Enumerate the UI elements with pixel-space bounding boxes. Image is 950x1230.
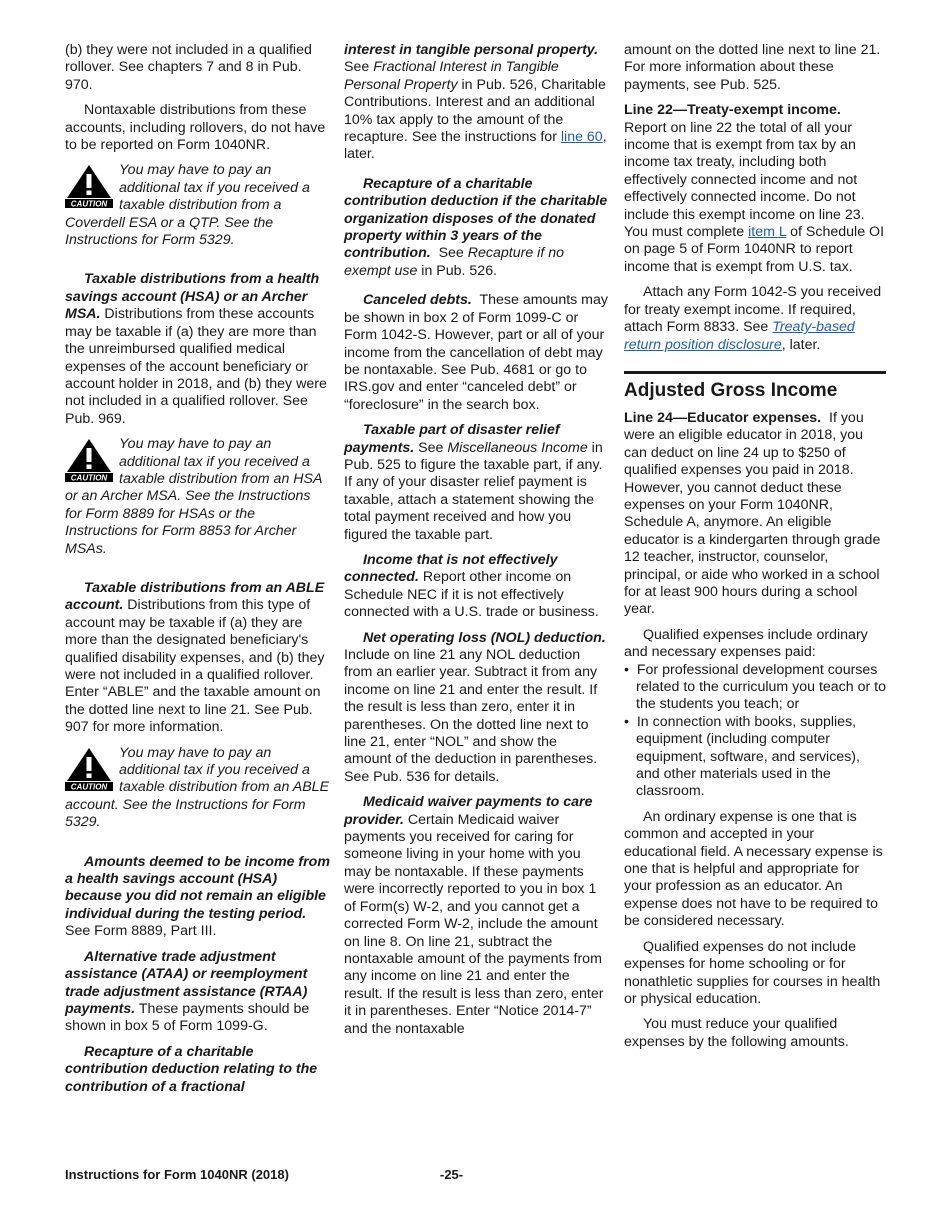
run-in-heading: Line 24—Educator expenses. bbox=[624, 409, 822, 426]
caution-label: CAUTION bbox=[70, 199, 108, 209]
run-in-heading: Taxable distributions from a health savings account (HSA) or an Archer MSA. bbox=[65, 271, 320, 323]
bullet-icon: • bbox=[624, 713, 637, 730]
paragraph: interest in tangible personal property. See Fractional Interest in Tangible Personal Property in Pub. 526, Charitable Contributions. Interest and an additional 10% tax apply to the amount of the recapture. See the instructions for line 60, later. bbox=[344, 42, 607, 163]
section-heading: Adjusted Gross Income bbox=[624, 371, 886, 402]
column-1 bbox=[65, 42, 330, 1104]
run-in-heading: Income that is not effectively connected. bbox=[344, 551, 558, 586]
run-in-heading: Net operating loss (NOL) deduction. bbox=[363, 629, 606, 646]
paragraph: Net operating loss (NOL) deduction. Include on line 21 any NOL deduction from an earlier year. Subtract it from any income on line 21 and enter the result. If the result is less than zero, enter it in parentheses. On the dotted line next to line 21, enter “NOL” and show the amount of the deduction in parentheses. See Pub. 536 for details. bbox=[344, 629, 606, 785]
paragraph: Nontaxable distributions from these accounts, including rollovers, do not have to be reported on Form 1040NR. bbox=[65, 102, 326, 154]
run-in-heading: Recapture of a charitable contribution deduction if the charitable organization disposes of the donated property within 3 years of the contribution. bbox=[344, 175, 608, 262]
paragraph: Attach any Form 1042-S you received for treaty exempt income. If required, attach Form 8833. See Treaty-based return position disclosure, later. bbox=[624, 284, 882, 353]
bullet-icon: • bbox=[624, 661, 637, 678]
caution-note bbox=[65, 436, 330, 558]
paragraph: Canceled debts. These amounts may be shown in box 2 of Form 1099-C or Form 1042-S. However, part or all of your income from the cancellation of debt may be nontaxable. See Pub. 4681 or go to IRS.gov and enter “canceled debt” or “foreclosure” in the search box. bbox=[344, 292, 608, 413]
caution-text: You may have to pay an additional tax if you received a taxable distribution from an HSA or an Archer MSA. See the Instructions for Form 8889 for HSAs or the Instructions for Form 8853 for Archer MSAs. bbox=[65, 436, 322, 557]
run-in-heading: Alternative trade adjustment assistance (ATAA) or reemployment trade adjustment assistance (RTAA) payments. bbox=[65, 948, 308, 1017]
list-item: • For professional development courses related to the curriculum you teach or to the students you teach; or bbox=[624, 661, 886, 713]
paragraph: amount on the dotted line next to line 21. For more information about these payments, see Pub. 525. bbox=[624, 42, 881, 93]
caution-icon bbox=[65, 164, 113, 208]
paragraph: Taxable distributions from a health savings account (HSA) or an Archer MSA. Distributions from these accounts may be taxable if (a) they are more than the unreimbursed qualified medical expenses of the account beneficiary or account holder in 2018, and (b) they were not included in a qualified rollover. See Pub. 969. bbox=[65, 271, 327, 427]
paragraph: Medicaid waiver payments to care provider. Certain Medicaid waiver payments you received for caring for someone living in your home with you may be nontaxable. If these payments were incorrectly reported to you in box 1 of Form(s) W-2, and you cannot get a corrected Form W-2, include the amount on line 8. On line 21, subtract the nontaxable amount of the payments from any income on line 21 and enter the result. If the result is less than zero, enter it in parentheses. Enter “Notice 2014-7” and the nontaxable bbox=[344, 794, 604, 1037]
run-in-heading: Amounts deemed to be income from a health savings account (HSA) because you did not remain an eligible individual during the testing period. bbox=[65, 853, 330, 922]
paragraph bbox=[65, 1044, 330, 1096]
caution-note bbox=[65, 745, 330, 832]
page-number: -25- bbox=[440, 1167, 464, 1182]
paragraph: You must reduce your qualified expenses by the following amounts. bbox=[624, 1016, 849, 1050]
paragraph: Qualified expenses include ordinary and necessary expenses paid: bbox=[624, 626, 868, 661]
run-in-heading: Medicaid waiver payments to care provider. bbox=[344, 794, 593, 828]
caution-text: You may have to pay an additional tax if you received a taxable distribution from an ABLE account. See the Instructions for Form 5329. bbox=[65, 744, 330, 831]
caution-label: CAUTION bbox=[70, 782, 108, 791]
caution-text: You may have to pay an additional tax if you received a taxable distribution from a Coverdell ESA or a QTP. See the Instructions for Form 5329. bbox=[65, 162, 310, 249]
treaty-disclosure-link[interactable]: Treaty-based return position disclosure bbox=[624, 319, 855, 353]
paragraph: Amounts deemed to be income from a health savings account (HSA) because you did not remain an eligible individual during the testing period. See Form 8889, Part III. bbox=[65, 853, 330, 940]
caution-icon bbox=[65, 747, 113, 791]
caution-label: CAUTION bbox=[70, 473, 108, 483]
column-3 bbox=[624, 42, 886, 1059]
run-in-heading: Line 22—Treaty-exempt income. bbox=[624, 102, 841, 119]
paragraph: Line 22—Treaty-exempt income. Report on line 22 the total of all your income that is exempt from tax by an income tax treaty, including both effectively connected income and not effectively connected income. Do not include this exempt income on line 23. You must complete item L of Schedule OI on page 5 of Form 1040NR to report income that is exempt from U.S. tax. bbox=[624, 102, 885, 275]
column-2 bbox=[344, 42, 608, 1046]
paragraph: Taxable distributions from an ABLE account. Distributions from this type of account may be taxable if (a) they are more than the designated beneficiary's qualified disability expenses, and (b) they were not included in a qualified rollover. Enter “ABLE” and the taxable amount on the dotted line next to line 21. See Pub. 907 for more information. bbox=[65, 579, 325, 736]
line-60-link[interactable]: line 60 bbox=[560, 129, 603, 146]
run-in-heading: Canceled debts. bbox=[363, 292, 472, 309]
paragraph: Taxable part of disaster relief payments. See Miscellaneous Income in Pub. 525 to figure the taxable part, if any. If any of your disaster relief payment is taxable, attach a statement showing the total payment received and how you figured the taxable part. bbox=[344, 422, 603, 543]
caution-icon bbox=[65, 438, 113, 482]
paragraph: Line 24—Educator expenses. If you were an eligible educator in 2018, you can deduct on line 24 up to $250 of qualified expenses you paid in 2018. However, you cannot deduct these expenses on your Form 1040NR, Schedule A, anymore. An eligible educator is a kindergarten through grade 12 teacher, instructor, counselor, principal, or aide who worked in a school for at least 900 hours during a school year. bbox=[624, 409, 881, 618]
caution-note bbox=[65, 162, 330, 249]
paragraph: (b) they were not included in a qualified rollover. See chapters 7 and 8 in Pub. 970. bbox=[65, 42, 312, 93]
paragraph: Qualified expenses do not include expenses for home schooling or for nonathletic supplies for courses in health or physical education. bbox=[624, 938, 881, 1007]
footer-title: Instructions for Form 1040NR (2018) bbox=[65, 1167, 289, 1182]
paragraph: Income that is not effectively connected. Report other income on Schedule NEC if it is not effectively connected with a U.S. trade or business. bbox=[344, 551, 599, 621]
run-in-heading: Recapture of a charitable contribution deduction relating to the contribution of a fractional bbox=[65, 1043, 318, 1095]
item-l-link[interactable]: item L bbox=[748, 224, 787, 241]
list-item: • In connection with books, supplies, equipment (including computer equipment, software, and services), and other materials used in the classroom. bbox=[624, 713, 860, 800]
paragraph: Alternative trade adjustment assistance (ATAA) or reemployment trade adjustment assistance (RTAA) payments. These payments should be shown in box 5 of Form 1099-G. bbox=[65, 948, 310, 1035]
run-in-heading: Taxable distributions from an ABLE account. bbox=[65, 579, 325, 614]
paragraph: Recapture of a charitable contribution deduction if the charitable organization disposes of the donated property within 3 years of the contribution. See Recapture if no exempt use in Pub. 526. bbox=[344, 175, 608, 279]
run-in-heading: Taxable part of disaster relief payments. bbox=[344, 422, 560, 456]
paragraph: An ordinary expense is one that is common and accepted in your educational field. A necessary expense is one that is helpful and appropriate for your profession as an educator. An expense does not have to be required to be considered necessary. bbox=[624, 808, 883, 930]
